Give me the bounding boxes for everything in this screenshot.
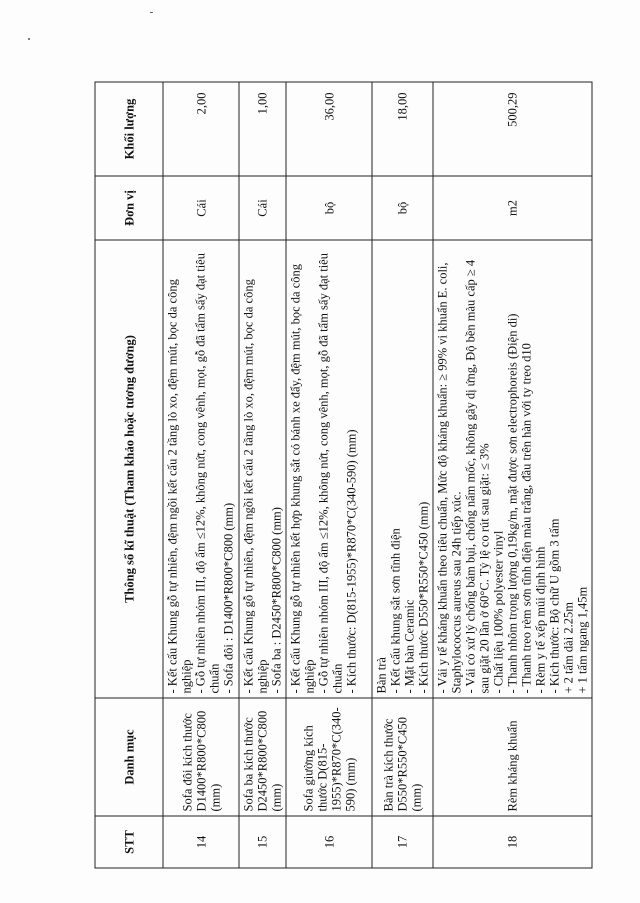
table-row <box>239 82 286 868</box>
spec-line: - Kết cấu khung sắt sơn tĩnh điện <box>388 528 402 694</box>
cell-stt: 17 <box>372 816 433 868</box>
scan-speck <box>28 38 30 40</box>
cell-item: Rèm kháng khuẩn <box>433 698 592 816</box>
spec-line: - Gỗ tự nhiên nhóm III, độ ẩm ≤12%, không nứt, cong vênh, mọt, gỗ đã tẩm sấy đạt tiêu chuẩn <box>193 253 221 694</box>
spec-line: - Thanh treo rèm sơn tĩnh điện màu trắng, đầu trên hàn với ty treo d10 <box>519 343 533 694</box>
cell-item: Sofa ba kích thước D2450*R800*C800 (mm) <box>239 698 286 816</box>
cell-stt: 18 <box>433 816 592 868</box>
header-item: Danh mục <box>95 698 163 816</box>
cell-stt: 16 <box>286 816 372 868</box>
spec-line: - Vải y tế kháng khuẩn theo tiêu chuẩn, Mức độ kháng khuẩn: ≥ 99% vi khuẩn E. coli, Staphylococcus aureus sau 24h tiếp xúc. <box>435 262 463 694</box>
specification-table <box>94 82 592 869</box>
cell-item: Bàn trà kích thước D550*R550*C450 (mm) <box>372 698 433 816</box>
cell-item: Sofa đôi kích thước D1400*R800*C800 (mm) <box>163 698 239 816</box>
cell-unit: Cái <box>163 176 239 240</box>
header-spec: Thông số kĩ thuật (Tham khảo hoặc tương đương) <box>95 240 163 698</box>
cell-spec <box>286 240 372 698</box>
spec-line: - Kết cấu Khung gỗ tự nhiên, đệm ngồi kết cấu 2 tầng lò xo, đệm mút, bọc da công nghiệp <box>165 279 193 694</box>
spec-line: - Thanh nhôm trọng lượng 0,19kg/m, mặt được sơn electrophoreis (Điện di) <box>505 313 519 694</box>
header-stt: STT <box>95 816 163 868</box>
header-row <box>95 82 163 868</box>
table-row <box>163 82 239 868</box>
cell-stt: 14 <box>163 816 239 868</box>
table-row <box>433 82 592 868</box>
table-row <box>286 82 372 868</box>
spec-line: - Kích thước: D(815-1955)*R870*C(340-590) (mm) <box>344 429 358 694</box>
rotated-table-wrapper <box>94 83 589 869</box>
cell-spec <box>163 240 239 698</box>
cell-unit: bộ <box>286 176 372 240</box>
spec-line: + 1 tấm ngang 1,45m <box>575 586 589 694</box>
header-qty: Khối lượng <box>95 82 163 176</box>
cell-spec <box>433 240 592 698</box>
cell-qty: 500,29 <box>433 82 592 176</box>
cell-spec <box>239 240 286 698</box>
cell-unit: bộ <box>372 176 433 240</box>
cell-qty: 1,00 <box>239 82 286 176</box>
cell-spec <box>372 240 433 698</box>
spec-line: Bàn trà <box>374 657 388 694</box>
spec-line: - Rèm y tế xếp múi định hình <box>533 546 547 694</box>
spec-line: - Kích thước D550*R550*C450 (mm) <box>416 501 430 694</box>
cell-qty: 2,00 <box>163 82 239 176</box>
scan-speck <box>150 12 153 13</box>
spec-line: - Mặt bàn Ceramic <box>402 599 416 694</box>
spec-line: - Kích thước: Bộ chữ U gồm 3 tấm <box>547 518 561 694</box>
header-unit: Đơn vị <box>95 176 163 240</box>
spec-line: + 2 tấm dài 2.25m <box>561 602 575 694</box>
spec-line: - Kết cấu Khung gỗ tự nhiên kết hợp khung sắt có bánh xe đẩy, đệm mút, bọc da công nghiệp <box>288 264 316 694</box>
cell-unit: m2 <box>433 176 592 240</box>
spec-line: - Vải có xử lý chống bám bụi, chống nấm mốc, không gây dị ứng, Độ bền màu cấp ≥ 4 sau giặt 20 lần ở 60°C. Tỷ lệ co rút sau giặt: ≤ 3% <box>463 259 491 694</box>
spec-line: - Kết cấu Khung gỗ tự nhiên, đệm ngồi kết cấu 2 tầng lò xo, đệm mút, bọc da công nghiệp <box>241 279 269 694</box>
spec-line: - Sofa ba : D2450*R800*C800 (mm) <box>269 507 283 694</box>
spec-line: - Chất liệu 100% polyester vinyl <box>491 530 505 694</box>
cell-qty: 18,00 <box>372 82 433 176</box>
cell-item: Sofa giường kích thước D(815-1955)*R870*C(340-590) (mm) <box>286 698 372 816</box>
cell-stt: 15 <box>239 816 286 868</box>
table-row <box>372 82 433 868</box>
cell-unit: Cái <box>239 176 286 240</box>
cell-qty: 36,00 <box>286 82 372 176</box>
spec-line: - Sofa đôi : D1400*R800*C800 (mm) <box>221 502 235 694</box>
spec-line: - Gỗ tự nhiên nhóm III, độ ẩm ≤12%, không nứt, cong vênh, mọt, gỗ đã tẩm sấy đạt tiêu chuẩn <box>316 253 344 694</box>
